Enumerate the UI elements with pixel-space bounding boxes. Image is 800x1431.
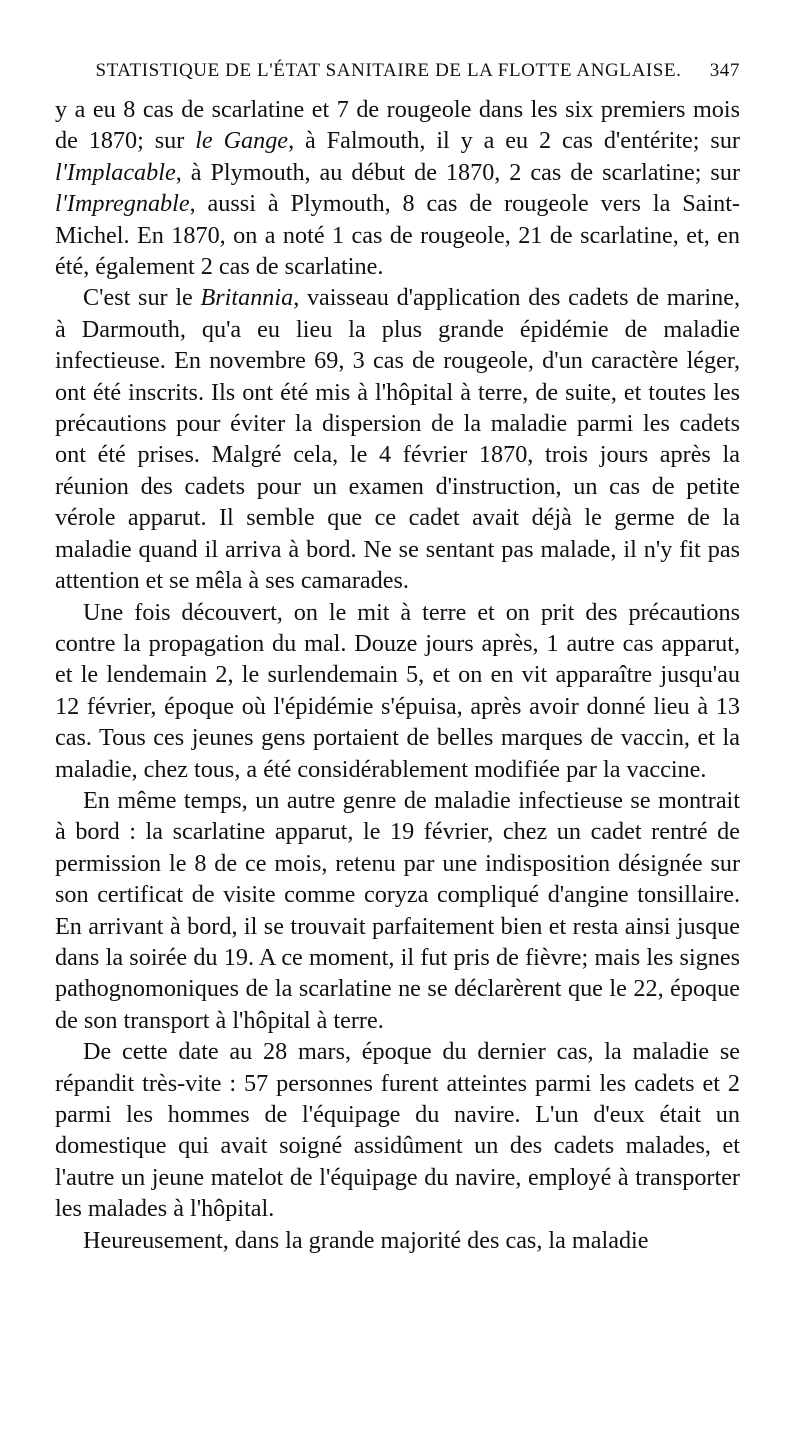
running-header <box>55 60 740 94</box>
text-segment: De cette date au 28 mars, époque du dernier cas, la maladie se répandit très-vite : 57 personnes furent atteintes parmi les cadets et 2 parmi les hommes de l'équipage du navire. L'un d'eux était un domestique qui avait soigné assidûment un des cadets malades, et l'autre un jeune matelot de l'équipage du navire, employé à transporter les malades à l'hôpital. <box>55 1038 740 1223</box>
ship-name: Britannia <box>200 284 294 312</box>
text-segment: y a eu 8 cas de scarlatine et 7 de rougeole dans les six premiers mois de 1870; sur <box>55 96 740 155</box>
paragraph <box>55 785 740 1036</box>
paragraph <box>55 597 740 785</box>
running-title: STATISTIQUE DE L'ÉTAT SANITAIRE DE LA FLOTTE ANGLAISE. <box>95 60 682 81</box>
paragraph <box>55 1036 740 1224</box>
text-segment: C'est sur le <box>83 284 201 312</box>
text-segment: Heureusement, dans la grande majorité des cas, la maladie <box>83 1226 649 1254</box>
body-text <box>55 94 740 1256</box>
paragraph <box>55 282 740 596</box>
ship-name: l'Implacable <box>55 158 176 186</box>
text-segment: , à Plymouth, au début de 1870, 2 cas de scarlatine; sur <box>175 158 740 186</box>
text-segment: , à Falmouth, il y a eu 2 cas d'entérite; sur <box>288 127 740 155</box>
ship-name: le Gange <box>195 127 289 155</box>
paragraph <box>55 1225 740 1256</box>
ship-name: l'Impregnable <box>55 190 190 218</box>
page <box>55 60 740 1256</box>
text-segment: Une fois découvert, on le mit à terre et on prit des précautions contre la propagation du mal. Douze jours après, 1 autre cas apparut, et le lendemain 2, le surlendemain 5, et on en vit apparaître jusqu'au 12 février, époque où l'épidémie s'épuisa, après avoir donné lieu à 13 cas. Tous ces jeunes gens portaient de belles marques de vaccin, et la maladie, chez tous, a été considérablement modifiée par la vaccine. <box>55 598 740 783</box>
text-segment: En même temps, un autre genre de maladie infectieuse se montrait à bord : la scarlatine apparut, le 19 février, chez un cadet rentré de permission le 8 de ce mois, retenu par une indisposition désignée sur son certificat de visite comme coryza compliqué d'angine tonsillaire. En arrivant à bord, il se trouvait parfaitement bien et resta ainsi jusque dans la soirée du 19. A ce moment, il fut pris de fièvre; mais les signes pathognomoniques de la scarlatine ne se déclarèrent que le 22, époque de son transport à l'hôpital à terre. <box>55 786 740 1034</box>
text-segment: , aussi à Plymouth, 8 cas de rougeole vers la Saint-Michel. En 1870, on a noté 1 cas de rougeole, 21 de scarlatine, et, en été, également 2 cas de scarlatine. <box>55 190 740 281</box>
text-segment: , vaisseau d'application des cadets de marine, à Darmouth, qu'a eu lieu la plus grande épidémie de maladie infectieuse. En novembre 69, 3 cas de rougeole, d'un caractère léger, ont été inscrits. Ils ont été mis à l'hôpital à terre, de suite, et toutes les précautions pour éviter la dispersion de la maladie parmi les cadets ont été prises. Malgré cela, le 4 février 1870, trois jours après la réunion des cadets pour un examen d'instruction, un cas de petite vérole apparut. Il semble que ce cadet avait déjà le germe de la maladie quand il arriva à bord. Ne se sentant pas malade, il n'y fit pas attention et se mêla à ses camarades. <box>55 284 740 595</box>
paragraph <box>55 94 740 282</box>
page-number: 347 <box>709 60 740 81</box>
